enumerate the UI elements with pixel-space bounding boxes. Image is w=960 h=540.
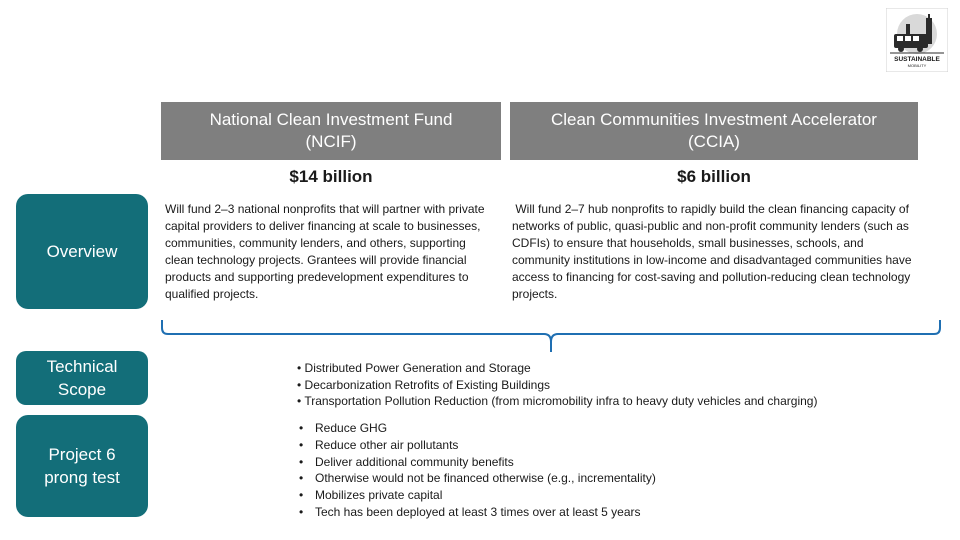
sustainable-mobility-logo	[886, 8, 948, 72]
ncif-description: Will fund 2–3 national nonprofits that will partner with private capital providers to deliver financing at scale to businesses, communities, community lenders, and others, supporting clean technology projects. Grantees will provide financial products and supporting predevelopment expenditures to qualified projects.	[165, 202, 485, 301]
technical-scope-label-line1: Technical	[46, 357, 118, 376]
ccia-amount: $6 billion	[677, 167, 751, 186]
list-item: • Reduce other air pollutants	[297, 437, 656, 454]
list-item: • Deliver additional community benefits	[297, 454, 656, 471]
logo-text: SUSTAINABLE	[894, 56, 940, 63]
ncif-header	[161, 102, 501, 160]
ncif-title-line2: (NCIF)	[305, 132, 357, 151]
prong-test-label-line2: prong test	[44, 468, 120, 487]
overview-box	[16, 194, 148, 309]
ccia-header	[510, 102, 918, 160]
technical-scope-list	[297, 360, 817, 410]
technical-scope-box	[16, 351, 148, 405]
list-item: • Transportation Pollution Reduction (from micromobility infra to heavy duty vehicles and charging)	[297, 393, 817, 410]
list-item: • Reduce GHG	[297, 420, 656, 437]
ncif-title-line1: National Clean Investment Fund	[209, 110, 453, 129]
prong-test-list	[297, 420, 656, 521]
technical-scope-label-line2: Scope	[57, 380, 107, 399]
ccia-title-line2: (CCIA)	[688, 132, 740, 151]
prong-test-label-line1: Project 6	[48, 445, 116, 464]
ccia-description: Will fund 2–7 hub nonprofits to rapidly build the clean financing capacity of networks of public, quasi-public and non-profit community lenders (such as CDFIs) to ensure that households, small businesses, schools, and community institutions in low-income and disadvantaged communities have access to financing for cost-saving and pollution-reducing clean technology projects.	[512, 202, 915, 301]
list-item: • Decarbonization Retrofits of Existing Buildings	[297, 377, 817, 394]
bus-building-icon	[886, 8, 948, 72]
list-item: • Mobilizes private capital	[297, 487, 656, 504]
bracket-connector	[160, 318, 942, 354]
list-item: • Otherwise would not be financed otherwise (e.g., incrementality)	[297, 470, 656, 487]
list-item: • Tech has been deployed at least 3 times over at least 5 years	[297, 504, 656, 521]
overview-label: Overview	[46, 242, 118, 261]
list-item: • Distributed Power Generation and Storage	[297, 360, 817, 377]
ccia-title-line1: Clean Communities Investment Accelerator	[551, 110, 877, 129]
prong-test-box	[16, 415, 148, 517]
ncif-amount: $14 billion	[289, 167, 373, 186]
logo-subtext: MOBILITY	[907, 63, 927, 68]
